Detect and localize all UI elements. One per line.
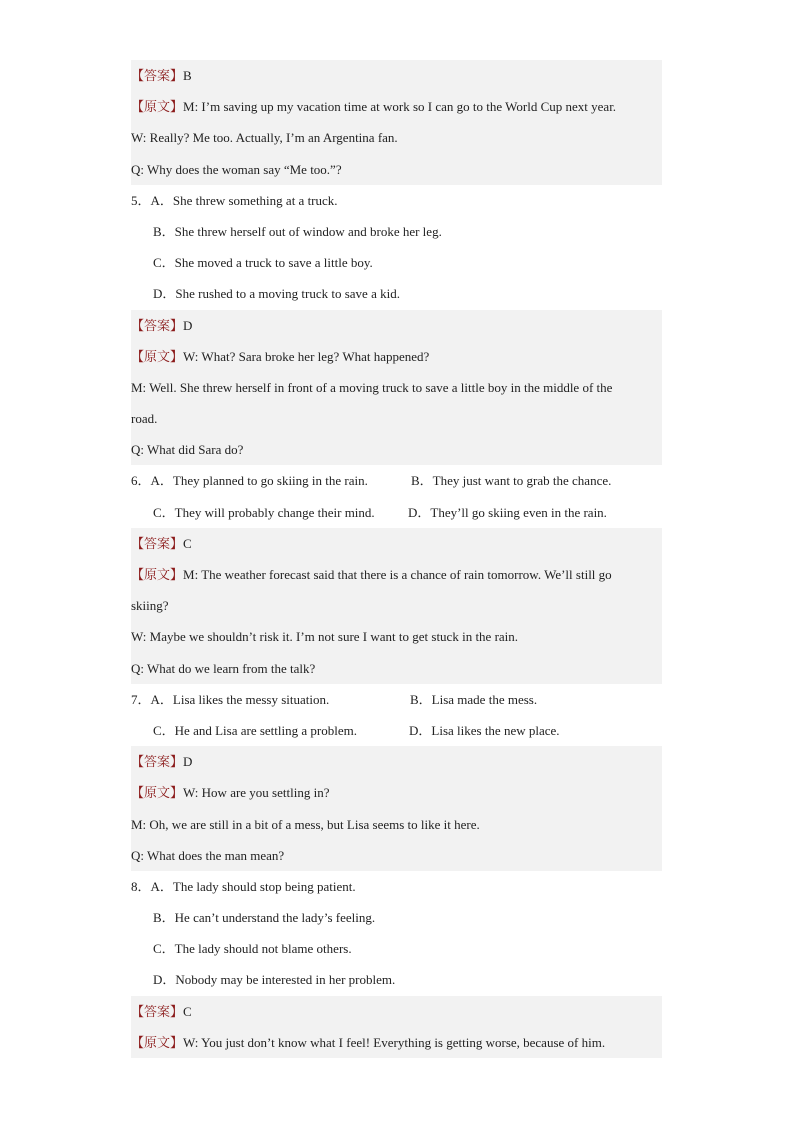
question-5-option-a (131, 185, 662, 216)
answer-row (131, 60, 662, 91)
option-text: C．The lady should not blame others. (153, 941, 352, 957)
option-text: A．They planned to go skiing in the rain. (150, 473, 368, 489)
transcript-tag: 【原文】 (131, 348, 184, 364)
transcript-row (131, 559, 662, 590)
transcript-line: W: How are you settling in? (183, 785, 330, 801)
answer-row (131, 528, 662, 559)
answer-tag: 【答案】 (131, 317, 184, 333)
question-6-options-cd (131, 497, 662, 528)
transcript-row (131, 122, 662, 153)
transcript-line: W: Really? Me too. Actually, I’m an Argentina fan. (131, 130, 398, 146)
transcript-row (131, 91, 662, 122)
document-page (131, 60, 662, 1058)
answer-row (131, 746, 662, 777)
question-5-option-b (131, 216, 662, 247)
transcript-line: M: I’m saving up my vacation time at work so I can go to the World Cup next year. (183, 99, 617, 115)
transcript-tag: 【原文】 (131, 99, 184, 115)
answer-letter: C (183, 1003, 192, 1019)
option-text: A．The lady should stop being patient. (150, 878, 356, 894)
answer-letter: B (183, 68, 192, 83)
question-8-option-b (131, 902, 662, 933)
question-row (131, 154, 662, 185)
question-row (131, 653, 662, 684)
transcript-tag: 【原文】 (131, 1034, 184, 1050)
transcript-tag: 【原文】 (131, 785, 184, 801)
question-6-options-ab (131, 465, 662, 496)
transcript-question: Q: What does the man mean? (131, 847, 285, 863)
option-text: A．Lisa likes the messy situation. (150, 691, 330, 707)
transcript-line: M: Well. She threw herself in front of a moving truck to save a little boy in the middle of the (131, 379, 613, 395)
option-text: A．She threw something at a truck. (150, 192, 338, 208)
option-text: B．They just want to grab the chance. (411, 473, 612, 489)
answer-tag: 【答案】 (131, 754, 184, 770)
option-text: D．They’ll go skiing even in the rain. (408, 504, 607, 520)
option-text: C．She moved a truck to save a little boy. (153, 255, 373, 271)
question-7-options-cd (131, 715, 662, 746)
option-text: C．He and Lisa are settling a problem. (153, 722, 357, 738)
answer-row (131, 310, 662, 341)
transcript-line: road. (131, 411, 158, 427)
question-5-option-c (131, 247, 662, 278)
option-text: B．She threw herself out of window and broke her leg. (153, 223, 442, 239)
question-row (131, 840, 662, 871)
transcript-question: Q: Why does the woman say “Me too.”? (131, 161, 342, 177)
transcript-row (131, 590, 662, 621)
question-8-option-c (131, 933, 662, 964)
question-number: 5． (131, 192, 151, 208)
transcript-line: M: Oh, we are still in a bit of a mess, but Lisa seems to like it here. (131, 816, 480, 832)
transcript-line: W: You just don’t know what I feel! Everything is getting worse, because of him. (183, 1034, 606, 1050)
question-8-option-d (131, 964, 662, 995)
answer-row (131, 996, 662, 1027)
transcript-tag: 【原文】 (131, 567, 184, 582)
transcript-line: W: What? Sara broke her leg? What happened? (183, 348, 430, 364)
question-5-option-d (131, 278, 662, 309)
question-row (131, 434, 662, 465)
transcript-row (131, 1027, 662, 1058)
question-7-options-ab (131, 684, 662, 715)
transcript-row (131, 809, 662, 840)
option-text: B．Lisa made the mess. (410, 691, 538, 707)
transcript-line: skiing? (131, 598, 169, 614)
transcript-question: Q: What do we learn from the talk? (131, 660, 316, 676)
question-number: 6． (131, 473, 151, 489)
option-text: D．Nobody may be interested in her problem. (153, 972, 396, 988)
answer-tag: 【答案】 (131, 68, 184, 83)
option-text: D．Lisa likes the new place. (409, 722, 560, 738)
answer-letter: D (183, 317, 193, 333)
option-text: C．They will probably change their mind. (153, 504, 375, 520)
question-number: 8． (131, 878, 151, 894)
transcript-line: M: The weather forecast said that there is a chance of rain tomorrow. We’ll still go (183, 567, 612, 582)
transcript-row (131, 621, 662, 652)
answer-letter: D (183, 754, 193, 770)
transcript-question: Q: What did Sara do? (131, 442, 244, 458)
transcript-row (131, 372, 662, 403)
transcript-row (131, 341, 662, 372)
transcript-row (131, 403, 662, 434)
option-text: B．He can’t understand the lady’s feeling. (153, 910, 376, 926)
transcript-line: W: Maybe we shouldn’t risk it. I’m not sure I want to get stuck in the rain. (131, 629, 519, 645)
question-8-option-a (131, 871, 662, 902)
option-text: D．She rushed to a moving truck to save a kid. (153, 286, 400, 302)
transcript-row (131, 777, 662, 808)
question-number: 7． (131, 691, 151, 707)
answer-tag: 【答案】 (131, 1003, 184, 1019)
answer-letter: C (183, 535, 192, 551)
answer-tag: 【答案】 (131, 535, 184, 551)
